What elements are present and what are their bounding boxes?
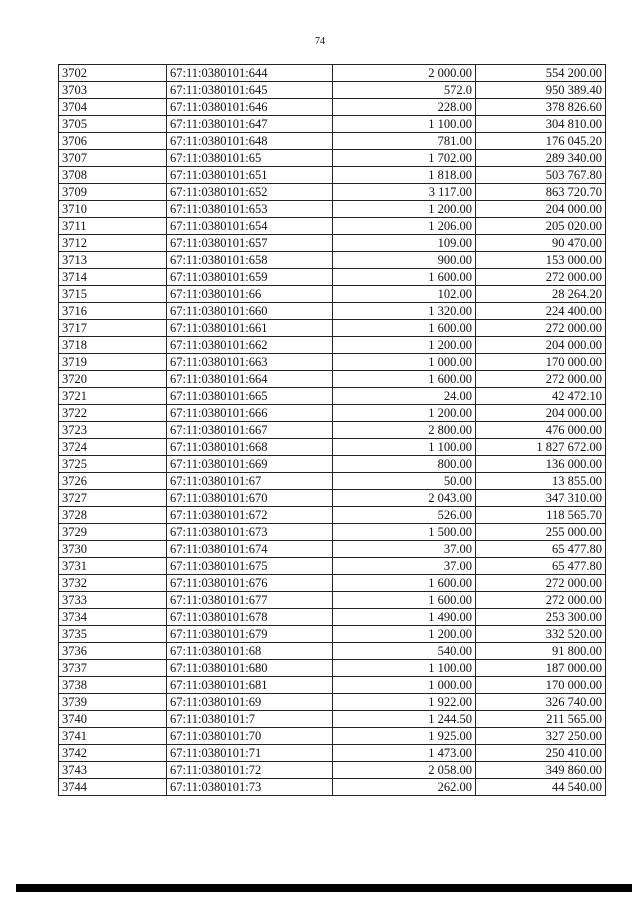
area-cell: 526.00 [333, 507, 476, 524]
area-cell: 1 600.00 [333, 320, 476, 337]
table-row [59, 456, 606, 473]
table-row [59, 354, 606, 371]
area-cell: 800.00 [333, 456, 476, 473]
cadastral-number-cell: 67:11:0380101:667 [167, 422, 333, 439]
cadastral-value-cell: 205 020.00 [476, 218, 606, 235]
row-number-cell: 3724 [59, 439, 167, 456]
row-number-cell: 3744 [59, 779, 167, 796]
table-row [59, 592, 606, 609]
row-number-cell: 3739 [59, 694, 167, 711]
row-number-cell: 3713 [59, 252, 167, 269]
cadastral-number-cell: 67:11:0380101:646 [167, 99, 333, 116]
table-row [59, 82, 606, 99]
row-number-cell: 3711 [59, 218, 167, 235]
table-row [59, 405, 606, 422]
table-row [59, 524, 606, 541]
row-number-cell: 3705 [59, 116, 167, 133]
area-cell: 1 473.00 [333, 745, 476, 762]
row-number-cell: 3727 [59, 490, 167, 507]
land-parcel-table [58, 64, 606, 796]
area-cell: 1 100.00 [333, 439, 476, 456]
cadastral-value-cell: 326 740.00 [476, 694, 606, 711]
area-cell: 1 200.00 [333, 201, 476, 218]
row-number-cell: 3734 [59, 609, 167, 626]
row-number-cell: 3723 [59, 422, 167, 439]
row-number-cell: 3730 [59, 541, 167, 558]
cadastral-number-cell: 67:11:0380101:660 [167, 303, 333, 320]
table-row [59, 337, 606, 354]
table-row [59, 609, 606, 626]
cadastral-value-cell: 349 860.00 [476, 762, 606, 779]
table-row [59, 150, 606, 167]
table-row [59, 779, 606, 796]
row-number-cell: 3703 [59, 82, 167, 99]
area-cell: 1 320.00 [333, 303, 476, 320]
table-row [59, 762, 606, 779]
cadastral-value-cell: 272 000.00 [476, 575, 606, 592]
area-cell: 1 200.00 [333, 337, 476, 354]
cadastral-value-cell: 950 389.40 [476, 82, 606, 99]
table-row [59, 541, 606, 558]
table-row [59, 575, 606, 592]
cadastral-number-cell: 67:11:0380101:670 [167, 490, 333, 507]
cadastral-number-cell: 67:11:0380101:73 [167, 779, 333, 796]
cadastral-number-cell: 67:11:0380101:654 [167, 218, 333, 235]
cadastral-value-cell: 378 826.60 [476, 99, 606, 116]
table-row [59, 286, 606, 303]
cadastral-number-cell: 67:11:0380101:659 [167, 269, 333, 286]
area-cell: 1 600.00 [333, 269, 476, 286]
area-cell: 1 818.00 [333, 167, 476, 184]
table-row [59, 507, 606, 524]
area-cell: 1 244.50 [333, 711, 476, 728]
table-row [59, 728, 606, 745]
footer-bar [16, 884, 632, 892]
area-cell: 1 490.00 [333, 609, 476, 626]
cadastral-value-cell: 304 810.00 [476, 116, 606, 133]
cadastral-value-cell: 176 045.20 [476, 133, 606, 150]
cadastral-number-cell: 67:11:0380101:651 [167, 167, 333, 184]
area-cell: 2 058.00 [333, 762, 476, 779]
cadastral-number-cell: 67:11:0380101:664 [167, 371, 333, 388]
cadastral-value-cell: 65 477.80 [476, 558, 606, 575]
row-number-cell: 3742 [59, 745, 167, 762]
table-row [59, 711, 606, 728]
cadastral-value-cell: 272 000.00 [476, 320, 606, 337]
row-number-cell: 3725 [59, 456, 167, 473]
area-cell: 572.0 [333, 82, 476, 99]
table-row [59, 422, 606, 439]
cadastral-number-cell: 67:11:0380101:673 [167, 524, 333, 541]
row-number-cell: 3715 [59, 286, 167, 303]
cadastral-number-cell: 67:11:0380101:661 [167, 320, 333, 337]
cadastral-number-cell: 67:11:0380101:678 [167, 609, 333, 626]
cadastral-number-cell: 67:11:0380101:647 [167, 116, 333, 133]
cadastral-value-cell: 170 000.00 [476, 677, 606, 694]
cadastral-number-cell: 67:11:0380101:679 [167, 626, 333, 643]
area-cell: 1 000.00 [333, 677, 476, 694]
cadastral-value-cell: 13 855.00 [476, 473, 606, 490]
area-cell: 2 043.00 [333, 490, 476, 507]
cadastral-number-cell: 67:11:0380101:645 [167, 82, 333, 99]
row-number-cell: 3706 [59, 133, 167, 150]
cadastral-number-cell: 67:11:0380101:68 [167, 643, 333, 660]
table-row [59, 65, 606, 82]
row-number-cell: 3733 [59, 592, 167, 609]
area-cell: 1 600.00 [333, 592, 476, 609]
row-number-cell: 3709 [59, 184, 167, 201]
cadastral-value-cell: 554 200.00 [476, 65, 606, 82]
cadastral-value-cell: 42 472.10 [476, 388, 606, 405]
cadastral-number-cell: 67:11:0380101:658 [167, 252, 333, 269]
cadastral-value-cell: 91 800.00 [476, 643, 606, 660]
cadastral-value-cell: 28 264.20 [476, 286, 606, 303]
table-row [59, 473, 606, 490]
cadastral-value-cell: 204 000.00 [476, 337, 606, 354]
row-number-cell: 3718 [59, 337, 167, 354]
table-row [59, 252, 606, 269]
cadastral-value-cell: 118 565.70 [476, 507, 606, 524]
table-row [59, 694, 606, 711]
area-cell: 1 922.00 [333, 694, 476, 711]
area-cell: 1 100.00 [333, 660, 476, 677]
area-cell: 37.00 [333, 558, 476, 575]
cadastral-number-cell: 67:11:0380101:71 [167, 745, 333, 762]
cadastral-value-cell: 224 400.00 [476, 303, 606, 320]
row-number-cell: 3721 [59, 388, 167, 405]
area-cell: 2 000.00 [333, 65, 476, 82]
area-cell: 1 702.00 [333, 150, 476, 167]
area-cell: 540.00 [333, 643, 476, 660]
area-cell: 1 925.00 [333, 728, 476, 745]
row-number-cell: 3710 [59, 201, 167, 218]
table-row [59, 269, 606, 286]
table-row [59, 167, 606, 184]
area-cell: 102.00 [333, 286, 476, 303]
table-row [59, 626, 606, 643]
table-row [59, 745, 606, 762]
cadastral-number-cell: 67:11:0380101:681 [167, 677, 333, 694]
cadastral-number-cell: 67:11:0380101:674 [167, 541, 333, 558]
row-number-cell: 3714 [59, 269, 167, 286]
cadastral-number-cell: 67:11:0380101:665 [167, 388, 333, 405]
cadastral-value-cell: 272 000.00 [476, 371, 606, 388]
table-row [59, 133, 606, 150]
table-row [59, 184, 606, 201]
cadastral-value-cell: 289 340.00 [476, 150, 606, 167]
row-number-cell: 3717 [59, 320, 167, 337]
table-row [59, 320, 606, 337]
cadastral-value-cell: 272 000.00 [476, 269, 606, 286]
cadastral-value-cell: 272 000.00 [476, 592, 606, 609]
row-number-cell: 3702 [59, 65, 167, 82]
cadastral-value-cell: 863 720.70 [476, 184, 606, 201]
cadastral-value-cell: 332 520.00 [476, 626, 606, 643]
row-number-cell: 3720 [59, 371, 167, 388]
row-number-cell: 3731 [59, 558, 167, 575]
table-row [59, 643, 606, 660]
cadastral-value-cell: 327 250.00 [476, 728, 606, 745]
cadastral-number-cell: 67:11:0380101:652 [167, 184, 333, 201]
cadastral-number-cell: 67:11:0380101:677 [167, 592, 333, 609]
cadastral-number-cell: 67:11:0380101:669 [167, 456, 333, 473]
row-number-cell: 3740 [59, 711, 167, 728]
area-cell: 1 600.00 [333, 575, 476, 592]
row-number-cell: 3728 [59, 507, 167, 524]
cadastral-number-cell: 67:11:0380101:680 [167, 660, 333, 677]
cadastral-number-cell: 67:11:0380101:666 [167, 405, 333, 422]
table-body [59, 65, 606, 796]
area-cell: 24.00 [333, 388, 476, 405]
table-row [59, 660, 606, 677]
row-number-cell: 3732 [59, 575, 167, 592]
cadastral-number-cell: 67:11:0380101:648 [167, 133, 333, 150]
area-cell: 1 200.00 [333, 405, 476, 422]
table-row [59, 439, 606, 456]
area-cell: 50.00 [333, 473, 476, 490]
cadastral-number-cell: 67:11:0380101:662 [167, 337, 333, 354]
cadastral-value-cell: 204 000.00 [476, 201, 606, 218]
area-cell: 1 200.00 [333, 626, 476, 643]
cadastral-number-cell: 67:11:0380101:675 [167, 558, 333, 575]
table-row [59, 303, 606, 320]
table-row [59, 116, 606, 133]
area-cell: 900.00 [333, 252, 476, 269]
area-cell: 3 117.00 [333, 184, 476, 201]
area-cell: 1 500.00 [333, 524, 476, 541]
row-number-cell: 3735 [59, 626, 167, 643]
cadastral-number-cell: 67:11:0380101:70 [167, 728, 333, 745]
row-number-cell: 3719 [59, 354, 167, 371]
cadastral-value-cell: 65 477.80 [476, 541, 606, 558]
cadastral-number-cell: 67:11:0380101:644 [167, 65, 333, 82]
cadastral-number-cell: 67:11:0380101:653 [167, 201, 333, 218]
table-row [59, 99, 606, 116]
cadastral-value-cell: 476 000.00 [476, 422, 606, 439]
cadastral-value-cell: 250 410.00 [476, 745, 606, 762]
area-cell: 781.00 [333, 133, 476, 150]
area-cell: 228.00 [333, 99, 476, 116]
cadastral-number-cell: 67:11:0380101:7 [167, 711, 333, 728]
cadastral-value-cell: 211 565.00 [476, 711, 606, 728]
cadastral-number-cell: 67:11:0380101:66 [167, 286, 333, 303]
row-number-cell: 3716 [59, 303, 167, 320]
row-number-cell: 3736 [59, 643, 167, 660]
area-cell: 1 000.00 [333, 354, 476, 371]
cadastral-number-cell: 67:11:0380101:65 [167, 150, 333, 167]
area-cell: 1 100.00 [333, 116, 476, 133]
area-cell: 1 600.00 [333, 371, 476, 388]
cadastral-value-cell: 255 000.00 [476, 524, 606, 541]
row-number-cell: 3743 [59, 762, 167, 779]
row-number-cell: 3707 [59, 150, 167, 167]
table-row [59, 388, 606, 405]
cadastral-value-cell: 253 300.00 [476, 609, 606, 626]
table-row [59, 218, 606, 235]
row-number-cell: 3704 [59, 99, 167, 116]
row-number-cell: 3741 [59, 728, 167, 745]
cadastral-number-cell: 67:11:0380101:663 [167, 354, 333, 371]
row-number-cell: 3737 [59, 660, 167, 677]
row-number-cell: 3708 [59, 167, 167, 184]
cadastral-number-cell: 67:11:0380101:676 [167, 575, 333, 592]
row-number-cell: 3738 [59, 677, 167, 694]
cadastral-value-cell: 503 767.80 [476, 167, 606, 184]
area-cell: 262.00 [333, 779, 476, 796]
table-row [59, 235, 606, 252]
cadastral-value-cell: 347 310.00 [476, 490, 606, 507]
row-number-cell: 3722 [59, 405, 167, 422]
cadastral-number-cell: 67:11:0380101:672 [167, 507, 333, 524]
table-row [59, 677, 606, 694]
area-cell: 37.00 [333, 541, 476, 558]
cadastral-value-cell: 1 827 672.00 [476, 439, 606, 456]
row-number-cell: 3729 [59, 524, 167, 541]
table-row [59, 201, 606, 218]
table-row [59, 490, 606, 507]
cadastral-value-cell: 187 000.00 [476, 660, 606, 677]
table-row [59, 558, 606, 575]
table-row [59, 371, 606, 388]
area-cell: 109.00 [333, 235, 476, 252]
cadastral-number-cell: 67:11:0380101:72 [167, 762, 333, 779]
page-number: 74 [315, 36, 325, 47]
cadastral-value-cell: 136 000.00 [476, 456, 606, 473]
cadastral-value-cell: 170 000.00 [476, 354, 606, 371]
area-cell: 2 800.00 [333, 422, 476, 439]
area-cell: 1 206.00 [333, 218, 476, 235]
cadastral-number-cell: 67:11:0380101:668 [167, 439, 333, 456]
cadastral-value-cell: 204 000.00 [476, 405, 606, 422]
cadastral-number-cell: 67:11:0380101:67 [167, 473, 333, 490]
cadastral-value-cell: 44 540.00 [476, 779, 606, 796]
row-number-cell: 3712 [59, 235, 167, 252]
cadastral-number-cell: 67:11:0380101:657 [167, 235, 333, 252]
cadastral-number-cell: 67:11:0380101:69 [167, 694, 333, 711]
cadastral-value-cell: 90 470.00 [476, 235, 606, 252]
row-number-cell: 3726 [59, 473, 167, 490]
cadastral-value-cell: 153 000.00 [476, 252, 606, 269]
